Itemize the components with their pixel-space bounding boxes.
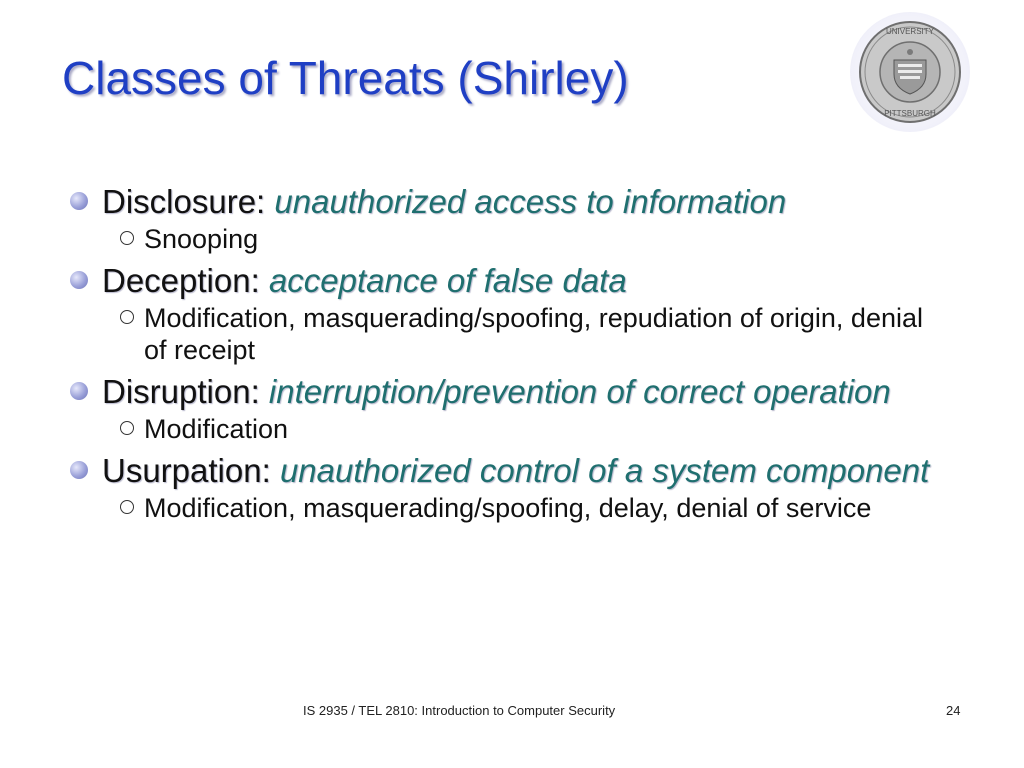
bullet-term: Disruption: — [102, 373, 269, 410]
sub-bullet-item — [114, 492, 924, 524]
bullet-term: Disclosure: — [102, 183, 275, 220]
bullet-description: unauthorized control of a system component — [279, 452, 930, 489]
footer-course-text: IS 2935 / TEL 2810: Introduction to Computer Security — [303, 703, 616, 718]
bullet-description: acceptance of false data — [268, 262, 627, 299]
bullet-term: Deception: — [102, 262, 269, 299]
page-number: 24 — [946, 703, 961, 718]
bullet-icon — [70, 382, 88, 400]
hollow-bullet-icon — [120, 310, 134, 324]
svg-text:UNIVERSITY: UNIVERSITY — [885, 27, 935, 36]
university-seal-icon — [850, 12, 970, 132]
sub-bullet-text: Modification, masquerading/spoofing, repudiation of origin, denial of receipt — [144, 303, 923, 365]
hollow-bullet-icon — [120, 500, 134, 514]
sub-bullet-text: Modification — [144, 414, 289, 444]
hollow-bullet-icon — [120, 421, 134, 435]
bullet-icon — [70, 461, 88, 479]
bullet-icon — [70, 271, 88, 289]
bullet-item-deception — [68, 261, 968, 300]
bullet-description: interruption/prevention of correct operation — [268, 373, 891, 410]
sub-bullet-item — [114, 413, 924, 445]
bullet-icon — [70, 192, 88, 210]
sub-bullet-text: Modification, masquerading/spoofing, delay, denial of service — [144, 493, 872, 523]
bullet-term: Usurpation: — [102, 452, 280, 489]
slide-title: Classes of Threats (Shirley) — [62, 52, 629, 104]
sub-bullet-item — [114, 302, 924, 366]
bullet-description: unauthorized access to information — [274, 183, 787, 220]
bullet-item-usurpation — [68, 451, 968, 490]
sub-bullet-text: Snooping — [144, 224, 259, 254]
bullet-list — [68, 178, 968, 530]
bullet-item-disclosure — [68, 182, 968, 221]
hollow-bullet-icon — [120, 231, 134, 245]
svg-text:PITTSBURGH: PITTSBURGH — [884, 109, 936, 118]
bullet-item-disruption — [68, 372, 968, 411]
sub-bullet-item — [114, 223, 924, 255]
